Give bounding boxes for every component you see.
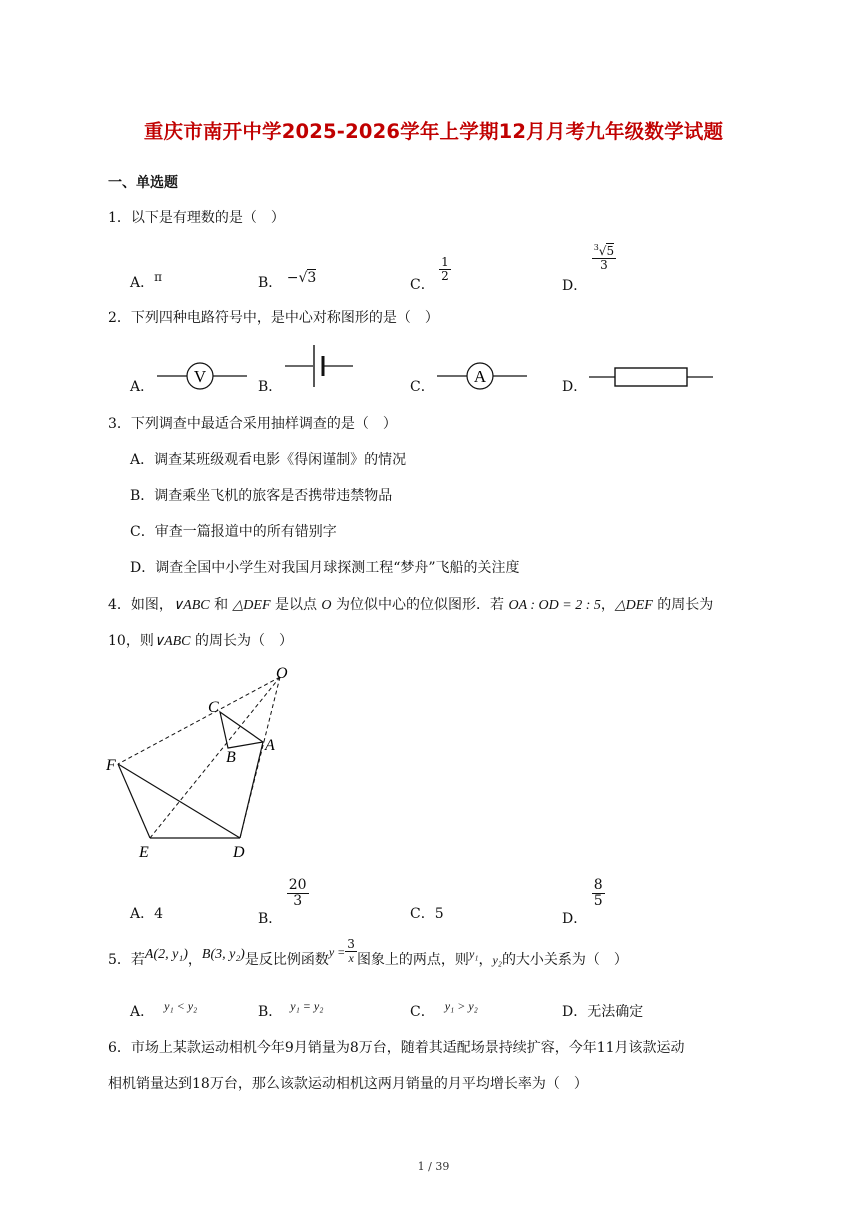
q3-option-c[interactable]: C．审查一篇报道中的所有错别字 (130, 524, 337, 540)
question-4-stem-line2: 10，则∨ABC 的周长为（ ） (108, 633, 293, 649)
q5-option-d[interactable]: D．无法确定 (562, 1004, 644, 1020)
sqrt-symbol: √ (298, 270, 308, 286)
label-o: O (276, 665, 288, 682)
q3-option-d[interactable]: D．调查全国中小学生对我国月球探测工程“梦舟”飞船的关注度 (130, 560, 520, 576)
ammeter-symbol[interactable] (435, 360, 530, 392)
q4-option-a[interactable]: A．4 (130, 906, 164, 922)
q3-option-a[interactable]: A．调查某班级观看电影《得闲谨制》的情况 (130, 452, 407, 468)
q4-option-d[interactable]: D． $\frac{8}{5}$ (562, 877, 603, 928)
q2-option-a-label: A． (130, 379, 155, 395)
fraction: $\frac{^3√5}{3}$ (593, 243, 615, 272)
fraction: $\frac{1}{2}$ (441, 255, 449, 283)
label-d: D (233, 844, 245, 861)
q5-option-c[interactable]: C． y₁ > y₂ (410, 999, 478, 1020)
fraction: $\frac{20}{3}$ (288, 877, 307, 909)
page-number: 1 / 39 (417, 1160, 450, 1173)
label-c: C (208, 699, 219, 716)
fraction: $\frac{8}{5}$ (593, 877, 603, 909)
q5-option-b[interactable]: B． y₁ = y₂ (258, 999, 324, 1020)
battery-symbol[interactable] (283, 343, 355, 389)
section-heading: 一、单选题 (108, 175, 178, 191)
question-6-stem-line1: 6．市场上某款运动相机今年9月销量为8万台，随着其适配场景持续扩容，今年11月该款运动 (108, 1040, 685, 1056)
page-title: 重庆市南开中学2025-2026学年上学期12月月考九年级数学试题 (143, 120, 724, 143)
voltmeter-letter: V (193, 367, 207, 386)
question-4-stem-line1: 4．如图，∨ABC 和 △DEF 是以点 O 为位似中心的位似图形．若 OA : OD = 2 : 5，△DEF 的周长为 (108, 597, 714, 613)
q2-option-d-label: D． (562, 379, 588, 395)
label-f: F (106, 757, 116, 774)
question-1-stem: 1．以下是有理数的是（ ） (108, 210, 285, 226)
ammeter-letter: A (473, 367, 487, 386)
q2-option-b-label: B． (258, 379, 283, 395)
voltmeter-symbol[interactable] (155, 360, 250, 392)
q1-option-b[interactable]: B． −√3 (258, 270, 317, 291)
question-5-stem: 5．若A(2, y₁)，B(3, y₂)是反比例函数y = $\frac{3}{x}$ 图象上的两点，则y₁，y₂的大小关系为（ ） (108, 937, 628, 969)
q1-option-a[interactable]: A．π (130, 270, 163, 291)
fraction: $\frac{3}{x}$ (347, 937, 355, 965)
q1-option-c[interactable]: C． $\frac{1}{2}$ (410, 255, 449, 294)
question-6-stem-line2: 相机销量达到18万台，那么该款运动相机这两月销量的月平均增长率为（ ） (108, 1076, 588, 1092)
q5-option-a[interactable]: A． y₁ < y₂ (130, 999, 198, 1020)
q1-option-d[interactable]: D． $\frac{^3√5}{3}$ (562, 243, 615, 294)
label-e: E (139, 844, 149, 861)
q2-option-c-label: C． (410, 379, 435, 395)
q3-option-b[interactable]: B．调查乘坐飞机的旅客是否携带违禁物品 (130, 488, 393, 504)
resistor-symbol[interactable] (587, 364, 715, 390)
q4-option-b[interactable]: B． $\frac{20}{3}$ (258, 877, 307, 928)
homothety-figure (100, 660, 300, 865)
label-a: A (265, 737, 275, 754)
question-3-stem: 3．下列调查中最适合采用抽样调查的是（ ） (108, 416, 397, 432)
label-b: B (226, 749, 236, 766)
question-2-stem: 2．下列四种电路符号中，是中心对称图形的是（ ） (108, 310, 439, 326)
q4-option-c[interactable]: C．5 (410, 906, 444, 922)
